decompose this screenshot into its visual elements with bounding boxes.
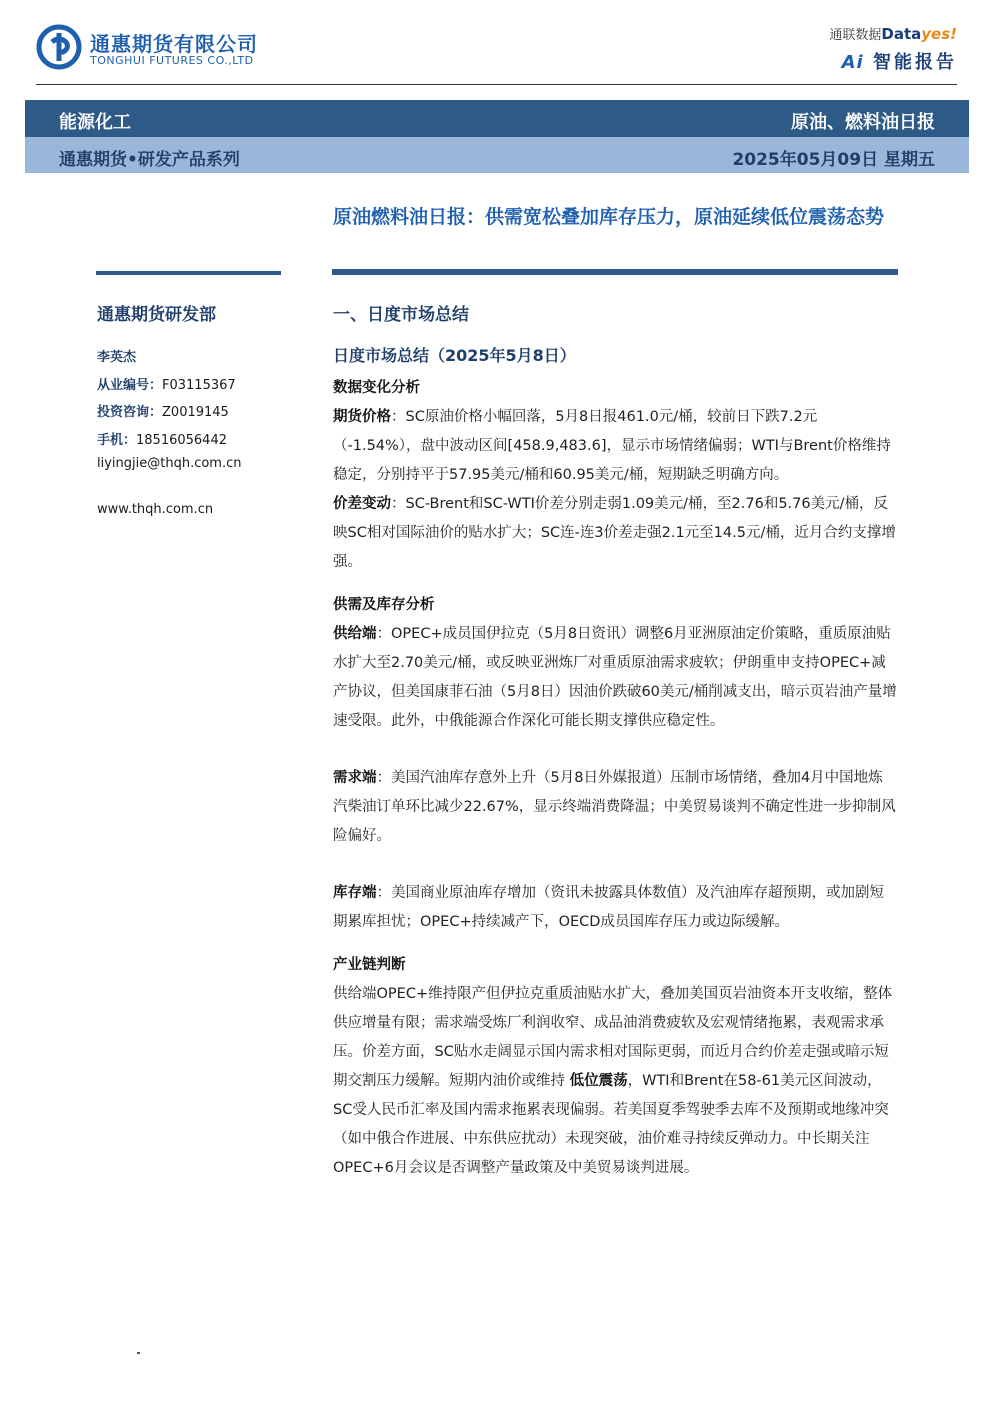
cert-value: F03115367 [162, 377, 236, 393]
spread-text: ：SC-Brent和SC-WTI价差分别走弱1.09美元/桶，至2.76和5.76美元/桶，反映SC相对国际油价的贴水扩大；SC连-连3价差走强2.1元至14.5元/桶，近月合约支撑增强。 [333, 496, 896, 570]
spread-paragraph [333, 490, 897, 577]
analyst-name: 李英杰 [97, 350, 137, 365]
datayes-prefix: 通联数据 [829, 28, 882, 43]
chain-text-2: ，WTI和Brent在58-61美元区间波动，SC受人民币汇率及国内需求拖累表现偏弱。若美国夏季驾驶季去库不及预期或地缘冲突（如中俄合作进展、中东供应扰动）未现突破，油价难寻持续反弹动力。中长期关注OPEC+6月会议是否调整产量政策及中美贸易谈判进展。 [333, 1073, 889, 1176]
demand-text: ：美国汽油库存意外上升（5月8日外媒报道）压制市场情绪，叠加4月中国地炼汽柴油订单环比减少22.67%，显示终端消费降温；中美贸易谈判不确定性进一步抑制风险偏好。 [333, 770, 896, 844]
header-divider [36, 84, 957, 85]
spread-label: 价差变动 [333, 496, 391, 512]
consult-label: 投资咨询： [97, 405, 163, 420]
phone-label: 手机： [97, 432, 137, 448]
sector-band [25, 100, 969, 137]
ai-label: Ai [841, 52, 864, 73]
ai-report-text: 智能报告 [873, 52, 957, 73]
section-heading: 一、日度市场总结 [333, 305, 469, 325]
tonghui-logo-icon [36, 24, 82, 70]
report-body [333, 344, 897, 1183]
chain-paragraph [333, 980, 897, 1183]
supply-text: ：OPEC+成员国伊拉克（5月8日资讯）调整6月亚洲原油定价策略，重质原油贴水扩大至2.70美元/桶，或反映亚洲炼厂对重质原油需求疲软；伊朗重申支持OPEC+减产协议，但美国康菲石油（5月8日）因油价跌破60美元/桶削减支出，暗示页岩油产量增速受限。此外，中俄能源合作深化可能长期支撑供应稳定性。 [333, 626, 897, 729]
sector-label: 能源化工 [59, 112, 131, 133]
cert-label: 从业编号： [97, 377, 163, 393]
logo-en: TONGHUI FUTURES CO.,LTD [90, 54, 254, 67]
footer-mark [137, 1352, 140, 1354]
report-name: 原油、燃料油日报 [791, 112, 935, 133]
report-date: 2025年05月09日 星期五 [732, 150, 935, 170]
ai-report-label [842, 48, 957, 74]
sidebar-dept: 通惠期货研发部 [97, 305, 216, 325]
inventory-text: ：美国商业原油库存增加（资讯未披露具体数值）及汽油库存超预期，或加剧短期累库担忧；OPEC+持续减产下，OECD成员国库存压力或边际缓解。 [333, 885, 884, 930]
supply-paragraph [333, 620, 897, 736]
datayes-logo [829, 24, 957, 43]
company-logo [36, 24, 296, 72]
futures-paragraph [333, 403, 897, 490]
demand-paragraph [333, 764, 897, 851]
series-label: 通惠期货•研发产品系列 [59, 150, 240, 170]
data-heading: 数据变化分析 [333, 380, 420, 396]
analyst-info [97, 346, 242, 529]
website-link[interactable]: www.thqh.com.cn [97, 501, 214, 517]
futures-text: ：SC原油价格小幅回落，5月8日报461.0元/桶，较前日下跌7.2元（-1.54%），盘中波动区间[458.9,483.6]，显示市场情绪偏弱；WTI与Brent价格维持稳定，分别持平于57.95美元/桶和60.95美元/桶，短期缺乏明确方向。 [333, 409, 891, 483]
chain-bold: 低位震荡 [569, 1073, 628, 1089]
logo-cn: 通惠期货有限公司 [90, 32, 258, 56]
sidebar-divider [96, 271, 281, 275]
demand-label: 需求端 [333, 770, 377, 786]
futures-label: 期货价格 [333, 409, 391, 425]
inventory-paragraph [333, 879, 897, 937]
title-divider [332, 269, 898, 275]
report-title: 原油燃料油日报：供需宽松叠加库存压力，原油延续低位震荡态势 [333, 206, 885, 228]
chain-text-1: 供给端OPEC+维持限产但伊拉克重质油贴水扩大，叠加美国页岩油资本开支收缩，整体供应增量有限；需求端受炼厂利润收窄、成品油消费疲软及宏观情绪拖累，表观需求承压。价差方面，SC贴水走阔显示国内需求相对国际更弱，而近月合约价差走强或暗示短期交割压力缓解。短期内油价或维持 [333, 986, 893, 1089]
summary-title: 日度市场总结（2025年5月8日） [333, 346, 576, 365]
chain-heading: 产业链判断 [333, 957, 406, 973]
series-band [25, 137, 969, 173]
supply-label: 供给端 [333, 626, 377, 642]
phone-value: 18516056442 [136, 432, 227, 448]
email-link[interactable]: liyingjie@thqh.com.cn [97, 456, 242, 471]
datayes-brand: Data [881, 25, 922, 43]
datayes-yes: yes! [921, 25, 957, 43]
supply-heading: 供需及库存分析 [333, 597, 435, 613]
consult-value: Z0019145 [162, 405, 229, 420]
inventory-label: 库存端 [333, 885, 377, 901]
